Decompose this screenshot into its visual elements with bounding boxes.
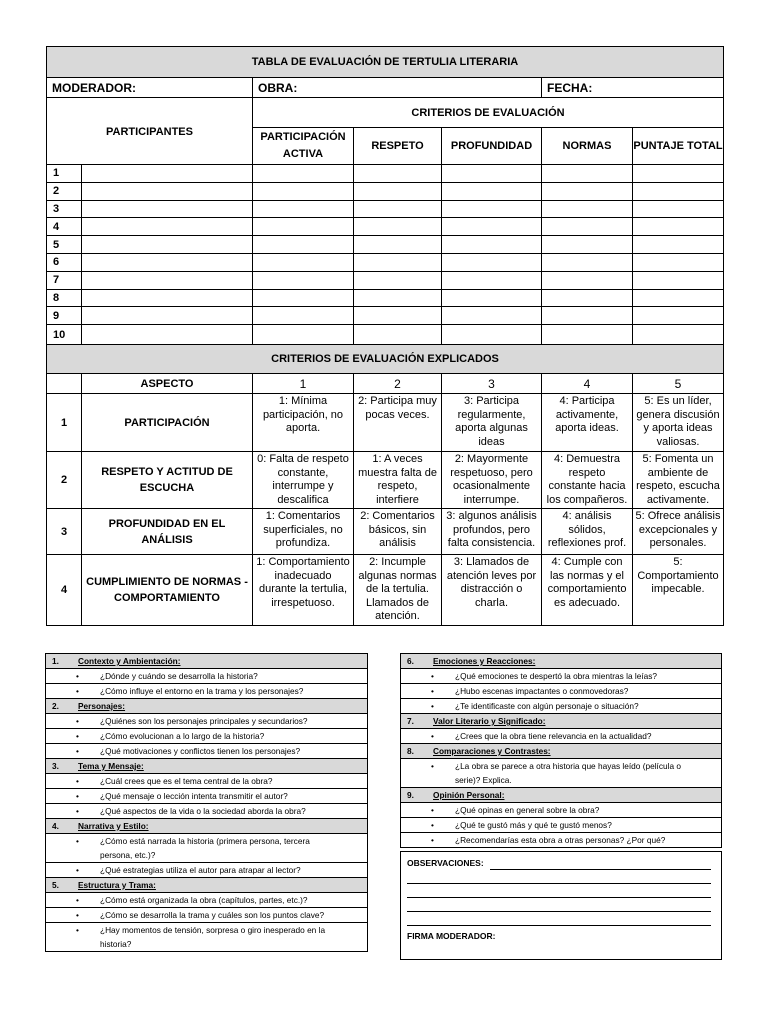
level-header: 2	[354, 374, 442, 394]
score-cell[interactable]	[253, 236, 354, 254]
question-text: ¿Cómo evolucionan a lo largo de la historia?	[100, 731, 265, 741]
participant-row	[47, 289, 724, 307]
criteria-description: 5: Es un líder, genera discusión y aporta ideas valiosas.	[633, 394, 724, 452]
criteria-column-header: PUNTAJE TOTAL	[633, 128, 724, 165]
question-item	[46, 893, 368, 908]
aspect-number: 4	[47, 555, 82, 626]
bullet-icon: •	[76, 925, 79, 935]
score-cell[interactable]	[442, 307, 542, 325]
criteria-column-header: RESPETO	[354, 128, 442, 165]
bullet-icon: •	[431, 686, 434, 696]
section-title: Tema y Mensaje:	[78, 761, 144, 771]
participant-row	[47, 253, 724, 271]
section-title: Emociones y Reacciones:	[433, 656, 536, 666]
bullet-icon: •	[76, 865, 79, 875]
section-title: Contexto y Ambientación:	[78, 656, 181, 666]
question-section-header	[401, 744, 722, 759]
participant-name-cell[interactable]	[82, 253, 253, 271]
criteria-description: 3: Llamados de atención leves por distracción o charla.	[442, 555, 542, 626]
bullet-icon: •	[76, 836, 79, 846]
question-item	[401, 684, 722, 699]
score-cell[interactable]	[633, 271, 724, 289]
participant-name-cell[interactable]	[82, 165, 253, 183]
participant-number: 4	[47, 218, 82, 236]
score-cell[interactable]	[633, 182, 724, 200]
question-text: ¿Cómo influye el entorno en la trama y los personajes?	[100, 686, 304, 696]
bullet-icon: •	[76, 895, 79, 905]
question-item	[46, 804, 368, 819]
score-cell[interactable]	[542, 289, 633, 307]
participant-name-cell[interactable]	[82, 236, 253, 254]
score-cell[interactable]	[442, 182, 542, 200]
score-cell[interactable]	[354, 325, 442, 345]
question-section-header	[46, 878, 368, 893]
criteria-description: 1: Mínima participación, no aporta.	[253, 394, 354, 452]
score-cell[interactable]	[253, 289, 354, 307]
score-cell[interactable]	[633, 236, 724, 254]
bullet-icon: •	[431, 731, 434, 741]
criteria-description: 1: Comentarios superficiales, no profundiza.	[253, 509, 354, 555]
score-cell[interactable]	[354, 289, 442, 307]
question-text: ¿La obra se parece a otra historia que hayas leído (película o serie)? Explica.	[455, 761, 681, 785]
score-cell[interactable]	[542, 307, 633, 325]
observaciones-line[interactable]	[490, 869, 711, 870]
question-text: ¿Qué motivaciones y conflictos tienen los personajes?	[100, 746, 301, 756]
participant-row	[47, 182, 724, 200]
bullet-icon: •	[76, 910, 79, 920]
bullet-icon: •	[431, 820, 434, 830]
score-cell[interactable]	[354, 200, 442, 218]
participant-number: 5	[47, 236, 82, 254]
participant-row	[47, 200, 724, 218]
criteria-description: 2: Mayormente respetuoso, pero ocasionalmente interrumpe.	[442, 452, 542, 509]
score-cell[interactable]	[542, 182, 633, 200]
question-item	[46, 863, 368, 878]
participant-row	[47, 165, 724, 183]
section-title: Comparaciones y Contrastes:	[433, 746, 551, 756]
score-cell[interactable]	[253, 307, 354, 325]
section-title: Narrativa y Estilo:	[78, 821, 149, 831]
criteria-row	[47, 452, 724, 509]
criteria-description: 3: algunos análisis profundos, pero falta consistencia.	[442, 509, 542, 555]
question-text: ¿Cómo está narrada la historia (primera persona, tercera persona, etc.)?	[100, 836, 310, 860]
aspect-header: ASPECTO	[82, 374, 253, 394]
score-cell[interactable]	[354, 271, 442, 289]
firma-label: FIRMA MODERADOR:	[407, 931, 496, 941]
score-cell[interactable]	[253, 218, 354, 236]
question-text: ¿Qué emociones te despertó la obra mientras la leías?	[455, 671, 657, 681]
section-number: 6.	[407, 656, 414, 666]
participant-name-cell[interactable]	[82, 182, 253, 200]
section-title: Estructura y Trama:	[78, 880, 156, 890]
score-cell[interactable]	[253, 200, 354, 218]
question-text: ¿Recomendarías esta obra a otras personas? ¿Por qué?	[455, 835, 666, 845]
question-text: ¿Qué opinas en general sobre la obra?	[455, 805, 600, 815]
obra-label: OBRA:	[253, 78, 542, 98]
participant-row	[47, 236, 724, 254]
score-cell[interactable]	[542, 165, 633, 183]
question-text: ¿Quiénes son los personajes principales y secundarios?	[100, 716, 308, 726]
observaciones-line[interactable]	[407, 925, 711, 926]
question-item	[46, 714, 368, 729]
bullet-icon: •	[76, 791, 79, 801]
criteria-description: 3: Participa regularmente, aporta algunas ideas	[442, 394, 542, 452]
question-section-header	[401, 788, 722, 803]
criteria-description: 4: Participa activamente, aporta ideas.	[542, 394, 633, 452]
bullet-icon: •	[431, 701, 434, 711]
question-item	[46, 744, 368, 759]
score-cell[interactable]	[442, 200, 542, 218]
participant-number: 9	[47, 307, 82, 325]
participant-name-cell[interactable]	[82, 200, 253, 218]
score-cell[interactable]	[442, 236, 542, 254]
score-cell[interactable]	[633, 165, 724, 183]
table-title: TABLA DE EVALUACIÓN DE TERTULIA LITERARIA	[47, 47, 724, 78]
score-cell[interactable]	[354, 218, 442, 236]
score-cell[interactable]	[442, 165, 542, 183]
question-item	[46, 729, 368, 744]
question-item	[401, 669, 722, 684]
observaciones-line[interactable]	[407, 911, 711, 912]
score-cell[interactable]	[542, 271, 633, 289]
criteria-description: 2: Comentarios básicos, sin análisis	[354, 509, 442, 555]
participant-number: 2	[47, 182, 82, 200]
bullet-icon: •	[76, 746, 79, 756]
score-cell[interactable]	[253, 253, 354, 271]
participant-row	[47, 271, 724, 289]
bullet-icon: •	[76, 776, 79, 786]
score-cell[interactable]	[354, 307, 442, 325]
participant-number: 10	[47, 325, 82, 345]
criteria-description: 1: A veces muestra falta de respeto, interfiere	[354, 452, 442, 509]
criteria-column-header: PARTICIPACIÓN ACTIVA	[253, 128, 354, 165]
bullet-icon: •	[76, 716, 79, 726]
question-item	[46, 834, 368, 863]
score-cell[interactable]	[633, 289, 724, 307]
score-cell[interactable]	[442, 271, 542, 289]
question-section-header	[401, 714, 722, 729]
question-item	[401, 818, 722, 833]
aspect-number: 3	[47, 509, 82, 555]
question-text: ¿Te identificaste con algún personaje o situación?	[455, 701, 639, 711]
criteria-description: 5: Comportamiento impecable.	[633, 555, 724, 626]
section-number: 9.	[407, 790, 414, 800]
participant-name-cell[interactable]	[82, 289, 253, 307]
participant-number: 8	[47, 289, 82, 307]
criteria-row	[47, 509, 724, 555]
question-text: ¿Cuál crees que es el tema central de la obra?	[100, 776, 273, 786]
question-section-header	[46, 699, 368, 714]
question-item	[46, 774, 368, 789]
question-item	[46, 669, 368, 684]
question-text: ¿Cómo se desarrolla la trama y cuáles son los puntos clave?	[100, 910, 325, 920]
criteria-description: 5: Ofrece análisis excepcionales y personales.	[633, 509, 724, 555]
score-cell[interactable]	[442, 289, 542, 307]
criteria-description: 2: Participa muy pocas veces.	[354, 394, 442, 452]
criteria-column-header: NORMAS	[542, 128, 633, 165]
section-number: 4.	[52, 821, 59, 831]
bullet-icon: •	[431, 805, 434, 815]
score-cell[interactable]	[542, 236, 633, 254]
section-number: 8.	[407, 746, 414, 756]
question-item	[46, 789, 368, 804]
aspect-name: RESPETO Y ACTITUD DE ESCUCHA	[82, 452, 253, 509]
observaciones-line[interactable]	[407, 897, 711, 898]
section-title: Opinión Personal:	[433, 790, 505, 800]
level-header: 3	[442, 374, 542, 394]
criteria-column-header: PROFUNDIDAD	[442, 128, 542, 165]
participant-number: 6	[47, 253, 82, 271]
score-cell[interactable]	[354, 253, 442, 271]
bullet-icon: •	[431, 671, 434, 681]
participant-row	[47, 218, 724, 236]
score-cell[interactable]	[253, 165, 354, 183]
question-text: ¿Qué aspectos de la vida o la sociedad aborda la obra?	[100, 806, 306, 816]
criteria-row	[47, 555, 724, 626]
criteria-description: 2: Incumple algunas normas de la tertulia. Llamados de atención.	[354, 555, 442, 626]
bullet-icon: •	[76, 686, 79, 696]
participants-header: PARTICIPANTES	[47, 98, 253, 165]
question-item	[46, 923, 368, 952]
question-item	[401, 699, 722, 714]
question-text: ¿Crees que la obra tiene relevancia en la actualidad?	[455, 731, 652, 741]
section-number: 5.	[52, 880, 59, 890]
questions-table-right	[400, 653, 722, 848]
question-text: ¿Qué te gustó más y qué te gustó menos?	[455, 820, 612, 830]
level-header: 5	[633, 374, 724, 394]
explained-criteria-title: CRITERIOS DE EVALUACIÓN EXPLICADOS	[47, 345, 724, 374]
bullet-icon: •	[76, 806, 79, 816]
question-text: ¿Qué mensaje o lección intenta transmitir el autor?	[100, 791, 288, 801]
score-cell[interactable]	[633, 253, 724, 271]
question-section-header	[46, 759, 368, 774]
participant-number: 3	[47, 200, 82, 218]
participant-row	[47, 325, 724, 345]
participant-name-cell[interactable]	[82, 325, 253, 345]
score-cell[interactable]	[542, 200, 633, 218]
question-item	[401, 729, 722, 744]
aspect-name: PARTICIPACIÓN	[82, 394, 253, 452]
score-cell[interactable]	[253, 182, 354, 200]
evaluation-table	[46, 46, 724, 626]
question-section-header	[46, 819, 368, 834]
participant-name-cell[interactable]	[82, 271, 253, 289]
participant-row	[47, 307, 724, 325]
level-header: 1	[253, 374, 354, 394]
question-item	[46, 684, 368, 699]
score-cell[interactable]	[542, 325, 633, 345]
section-number: 7.	[407, 716, 414, 726]
question-section-header	[46, 654, 368, 669]
score-cell[interactable]	[354, 165, 442, 183]
question-item	[401, 759, 722, 788]
section-number: 2.	[52, 701, 59, 711]
bullet-icon: •	[431, 761, 434, 771]
question-item	[401, 803, 722, 818]
moderador-label: MODERADOR:	[47, 78, 253, 98]
score-cell[interactable]	[542, 253, 633, 271]
question-text: ¿Qué estrategias utiliza el autor para atrapar al lector?	[100, 865, 301, 875]
question-text: ¿Hubo escenas impactantes o conmovedoras?	[455, 686, 629, 696]
score-cell[interactable]	[633, 307, 724, 325]
criteria-description: 4: análisis sólidos, reflexiones prof.	[542, 509, 633, 555]
question-section-header	[401, 654, 722, 669]
question-item	[46, 908, 368, 923]
section-number: 1.	[52, 656, 59, 666]
questions-table-left	[45, 653, 368, 952]
criteria-description: 4: Demuestra respeto constante hacia los compañeros.	[542, 452, 633, 509]
question-item	[401, 833, 722, 848]
participant-number: 7	[47, 271, 82, 289]
criteria-row	[47, 394, 724, 452]
criteria-description: 5: Fomenta un ambiente de respeto, escucha activamente.	[633, 452, 724, 509]
section-number: 3.	[52, 761, 59, 771]
score-cell[interactable]	[442, 218, 542, 236]
participant-number: 1	[47, 165, 82, 183]
question-text: ¿Cómo está organizada la obra (capítulos, partes, etc.)?	[100, 895, 308, 905]
aspect-number: 1	[47, 394, 82, 452]
score-cell[interactable]	[442, 253, 542, 271]
question-text: ¿Dónde y cuándo se desarrolla la historia?	[100, 671, 258, 681]
score-cell[interactable]	[253, 325, 354, 345]
score-cell[interactable]	[633, 200, 724, 218]
section-title: Valor Literario y Significado:	[433, 716, 546, 726]
section-title: Personajes:	[78, 701, 126, 711]
aspect-number-header	[47, 374, 82, 394]
score-cell[interactable]	[253, 271, 354, 289]
aspect-number: 2	[47, 452, 82, 509]
score-cell[interactable]	[354, 236, 442, 254]
question-text: ¿Hay momentos de tensión, sorpresa o giro inesperado en la historia?	[100, 925, 326, 949]
criteria-description: 0: Falta de respeto constante, interrumpe y descalifica	[253, 452, 354, 509]
score-cell[interactable]	[633, 218, 724, 236]
aspect-name: PROFUNDIDAD EN EL ANÁLISIS	[82, 509, 253, 555]
score-cell[interactable]	[633, 325, 724, 345]
level-header: 4	[542, 374, 633, 394]
criteria-description: 1: Comportamiento inadecuado durante la tertulia, irrespetuoso.	[253, 555, 354, 626]
aspect-name: CUMPLIMIENTO DE NORMAS - COMPORTAMIENTO	[82, 555, 253, 626]
participant-name-cell[interactable]	[82, 218, 253, 236]
score-cell[interactable]	[354, 182, 442, 200]
bullet-icon: •	[431, 835, 434, 845]
bullet-icon: •	[76, 731, 79, 741]
score-cell[interactable]	[442, 325, 542, 345]
bullet-icon: •	[76, 671, 79, 681]
criteria-description: 4: Cumple con las normas y el comportamiento es adecuado.	[542, 555, 633, 626]
criteria-header: CRITERIOS DE EVALUACIÓN	[253, 98, 724, 128]
fecha-label: FECHA:	[542, 78, 724, 98]
observaciones-line[interactable]	[407, 883, 711, 884]
participant-name-cell[interactable]	[82, 307, 253, 325]
observaciones-label: OBSERVACIONES:	[407, 858, 484, 868]
score-cell[interactable]	[542, 218, 633, 236]
observations-box	[400, 851, 722, 960]
